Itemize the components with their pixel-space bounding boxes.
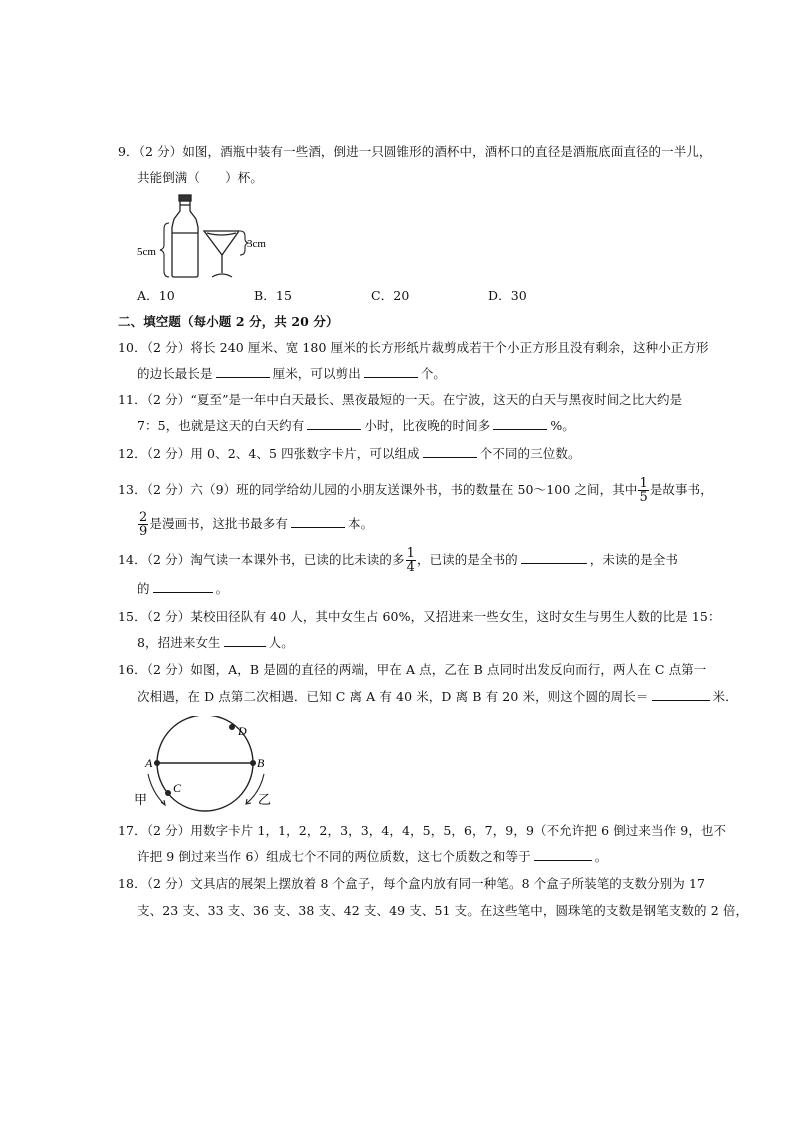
q9-text-line2: 共能倒满（ ）杯。	[137, 170, 264, 185]
label-c: C	[173, 781, 182, 795]
q12-text-line1: 12．（2 分）用 0、2、4、5 四张数字卡片，可以组成 个不同的三位数。	[118, 446, 581, 461]
q11-text-line1: 11．（2 分）“夏至”是一年中白天最长、黑夜最短的一天。在宁波，这天的白天与黑夜时间之比大约是	[118, 392, 683, 407]
fraction-two-ninths: $\frac{2}{9}$	[139, 510, 148, 539]
q11-text-line2: 7：5，也就是这天的白天约有 小时，比夜晚的时间多 %。	[137, 418, 575, 433]
label-jia: 甲	[134, 793, 148, 808]
height-bracket-left	[160, 223, 169, 277]
q13-text-line2: $\frac{2}{9}$ 是漫画书，这批书最多有 本。	[139, 510, 374, 539]
q9-options	[137, 287, 527, 305]
q9-text-line1: 9．（2 分）如图，酒瓶中装有一些酒，倒进一只圆锥形的酒杯中，酒杯口的直径是酒瓶底面直径的一半儿，	[118, 144, 712, 159]
answer-blank[interactable]	[534, 848, 592, 861]
fraction-one-fourth: $\frac{1}{4}$	[406, 546, 415, 575]
q14-text-line1: 14．（2 分）淘气读一本课外书，已读的比未读的多 $\frac{1}{4}$ ，已读的是全书的 ，未读的是全书	[118, 546, 678, 575]
label-d: D	[238, 724, 247, 738]
answer-blank[interactable]	[307, 417, 361, 430]
label-yi: 乙	[258, 793, 272, 808]
arrow-jia	[148, 774, 164, 804]
glass-height-label: 3cm	[247, 238, 266, 250]
label-a: A	[145, 756, 153, 770]
point-d	[229, 724, 235, 730]
q17-text-line1: 17．（2 分）用数字卡片 1，1，2，2，3，3，4，4，5，5，6，7，9，9（不允许把 6 倒过来当作 9，也不	[118, 823, 727, 838]
point-b	[250, 760, 256, 766]
answer-blank[interactable]	[493, 417, 547, 430]
answer-blank[interactable]	[652, 688, 710, 701]
point-a	[154, 760, 160, 766]
q15-text-line2: 8，招进来女生 人。	[137, 635, 294, 650]
answer-blank[interactable]	[521, 551, 587, 564]
q10-text-line1: 10．（2 分）将长 240 厘米、宽 180 厘米的长方形纸片裁剪成若干个小正方形且没有剩余，这种小正方形	[118, 340, 709, 355]
bottle-and-glass-figure	[136, 193, 276, 283]
section-heading: 二、填空题（每小题 2 分，共 20 分）	[118, 314, 339, 329]
bottle-height-label: 5cm	[137, 246, 156, 258]
option-b[interactable]: B．15	[254, 288, 292, 303]
bottle-shape	[172, 195, 198, 277]
q18-text-line2: 支、23 支、33 支、36 支、38 支、42 支、49 支、51 支。在这些笔中，圆珠笔的支数是钢笔支数的 2 倍，	[137, 903, 749, 918]
answer-blank[interactable]	[423, 445, 477, 458]
circle-diagram	[134, 716, 279, 814]
option-c[interactable]: C．20	[371, 288, 410, 303]
fraction-one-fifth: $\frac{1}{5}$	[639, 476, 648, 505]
q13-text-line1: 13．（2 分）六（9）班的同学给幼儿园的小朋友送课外书，书的数量在 50～100 之间，其中 $\frac{1}{5}$ 是故事书，	[118, 476, 713, 505]
point-c	[165, 790, 171, 796]
answer-blank[interactable]	[364, 365, 418, 378]
q15-text-line1: 15．（2 分）某校田径队有 40 人，其中女生占 60%，又招进来一些女生，这时女生与男生人数的比是 15：	[118, 609, 721, 624]
answer-blank[interactable]	[216, 365, 270, 378]
q16-text-line1: 16．（2 分）如图，A，B 是圆的直径的两端，甲在 A 点，乙在 B 点同时出发反向而行，两人在 C 点第一	[118, 662, 707, 677]
answer-blank[interactable]	[153, 580, 213, 593]
q10-text-line2: 的边长最长是 厘米，可以剪出 个。	[137, 366, 447, 381]
q14-text-line2: 的 。	[137, 581, 229, 596]
option-d[interactable]: D．30	[488, 288, 527, 303]
answer-blank[interactable]	[291, 515, 345, 528]
cone-glass-shape	[204, 231, 239, 277]
option-a[interactable]: A．10	[137, 288, 175, 303]
q18-text-line1: 18．（2 分）文具店的展架上摆放着 8 个盒子，每个盒内放有同一种笔。8 个盒子所装笔的支数分别为 17	[118, 876, 706, 891]
q16-text-line2: 次相遇，在 D 点第二次相遇．已知 C 离 A 有 40 米，D 离 B 有 20 米，则这个圆的周长＝ 米．	[137, 689, 738, 704]
q17-text-line2: 许把 9 倒过来当作 6）组成七个不同的两位质数，这七个质数之和等于 。	[137, 849, 608, 864]
answer-blank[interactable]	[224, 634, 266, 647]
label-b: B	[257, 756, 265, 770]
